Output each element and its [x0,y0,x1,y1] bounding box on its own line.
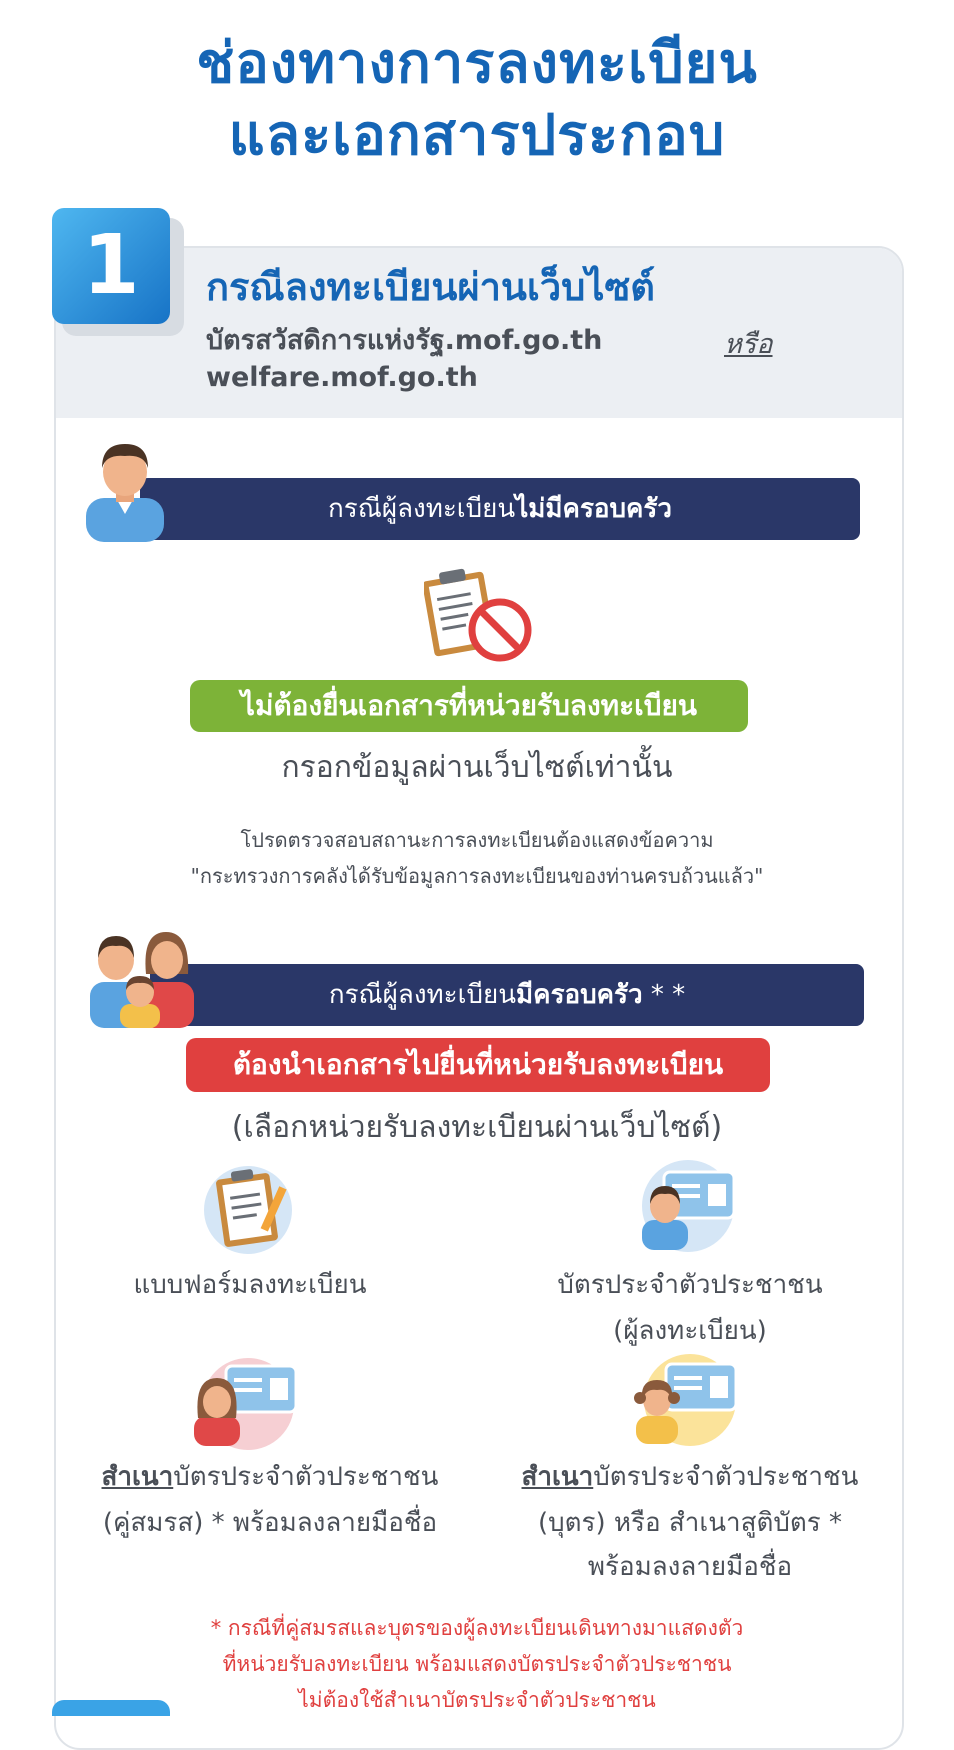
with-family-bar [150,964,864,1026]
status-note-line-1: โปรดตรวจสอบสถานะการลงทะเบียนต้องแสดงข้อความ [240,828,714,852]
submit-documents-badge: ต้องนำเอกสารไปยื่นที่หน่วยรับลงทะเบียน [186,1038,770,1092]
or-label: หรือ [724,329,773,360]
child-copy-word: สำเนา [521,1462,594,1492]
title-line-2: และเอกสารประกอบ [228,103,726,168]
section-heading: กรณีลงทะเบียนผ่านเว็บไซต์ [206,265,655,309]
no-family-bar-prefix: กรณีผู้ลงทะเบียน [328,494,516,524]
with-family-bar-emphasis: มีครอบครัว [516,980,643,1010]
id-card-label-line-1: บัตรประจำตัวประชาชน [557,1270,823,1300]
form-label: แบบฟอร์มลงทะเบียน [133,1270,367,1300]
child-label-line-3: พร้อมลงลายมือชื่อ [587,1552,793,1582]
website-link-1[interactable]: บัตรสวัสดิการแห่งรัฐ.mof.go.th [206,325,603,356]
no-family-bar [140,478,860,540]
website-link-2[interactable]: welfare.mof.go.th [206,362,478,393]
registration-form-icon [212,1168,292,1252]
spouse-label-line-1 [80,1456,460,1497]
child-label-rest: บัตรประจำตัวประชาชน [593,1462,859,1492]
with-family-bar-suffix: * * [642,980,686,1010]
with-family-bar-prefix: กรณีผู้ลงทะเบียน [328,980,517,1010]
footnote-line-1: * กรณีที่คู่สมรสและบุตรของผู้ลงทะเบียนเดินทางมาแสดงตัว [210,1616,744,1640]
section-number-badge: 1 [52,208,170,324]
spouse-copy-word: สำเนา [101,1462,174,1492]
single-person-icon [86,436,164,542]
page-title [0,28,954,172]
id-card-icon [636,1160,740,1252]
spouse-label-line-2: (คู่สมรส) * พร้อมลงลายมือชื่อ [102,1508,438,1538]
title-line-1: ช่องทางการลงทะเบียน [196,31,758,96]
website-only-text: กรอกข้อมูลผ่านเว็บไซต์เท่านั้น [281,750,673,785]
child-label-line-1 [500,1456,880,1497]
no-documents-badge: ไม่ต้องยื่นเอกสารที่หน่วยรับลงทะเบียน [190,680,748,732]
spouse-label-rest: บัตรประจำตัวประชาชน [173,1462,439,1492]
spouse-id-card-icon [190,1352,298,1448]
footnote-line-2: ที่หน่วยรับลงทะเบียน พร้อมแสดงบัตรประจำตัวประชาชน [222,1652,732,1676]
status-note-line-2: "กระทรวงการคลังได้รับข้อมูลการลงทะเบียนของท่านครบถ้วนแล้ว" [190,864,764,888]
no-family-bar-emphasis: ไม่มีครอบครัว [515,494,672,524]
id-card-label-line-2: (ผู้ลงทะเบียน) [613,1316,767,1346]
next-section-badge-edge [52,1700,170,1716]
child-label-line-2: (บุตร) หรือ สำเนาสูติบัตร * [538,1508,842,1538]
family-icon [90,924,194,1028]
no-document-icon [424,566,536,666]
footnote-line-3: ไม่ต้องใช้สำเนาบัตรประจำตัวประชาชน [298,1688,656,1712]
select-office-text: (เลือกหน่วยรับลงทะเบียนผ่านเว็บไซต์) [231,1110,723,1145]
child-id-card-icon [630,1350,738,1446]
